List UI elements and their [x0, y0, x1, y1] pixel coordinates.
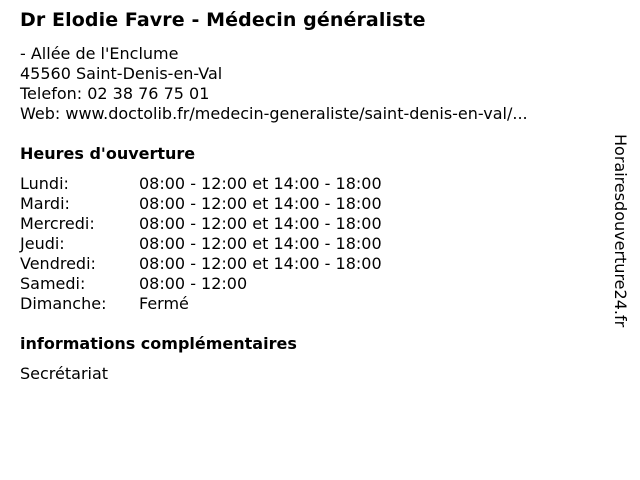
- time-value: 08:00 - 12:00 et 14:00 - 18:00: [139, 214, 382, 233]
- web-line: Web: www.doctolib.fr/medecin-generaliste/saint-denis-en-val/...: [20, 104, 528, 123]
- time-value: 08:00 - 12:00: [139, 274, 248, 293]
- time-value: 08:00 - 12:00 et 14:00 - 18:00: [139, 234, 382, 253]
- info-heading: informations complémentaires: [20, 334, 297, 353]
- day-label: Lundi:: [20, 174, 69, 193]
- street-line: - Allée de l'Enclume: [20, 44, 179, 63]
- info-text: Secrétariat: [20, 364, 109, 383]
- time-value: 08:00 - 12:00 et 14:00 - 18:00: [139, 254, 382, 273]
- address-block: [20, 44, 528, 124]
- day-label: Mardi:: [20, 194, 70, 213]
- day-label: Samedi:: [20, 274, 86, 293]
- page-title: Dr Elodie Favre - Médecin généraliste: [20, 9, 426, 31]
- phone-line: Telefon: 02 38 76 75 01: [20, 84, 210, 103]
- hours-heading: Heures d'ouverture: [20, 144, 196, 163]
- watermark: [610, 134, 630, 344]
- time-value: 08:00 - 12:00 et 14:00 - 18:00: [139, 194, 382, 213]
- time-value: 08:00 - 12:00 et 14:00 - 18:00: [139, 174, 382, 193]
- day-label: Jeudi:: [20, 234, 65, 253]
- day-label: Vendredi:: [20, 254, 96, 273]
- time-value: Fermé: [139, 294, 189, 313]
- city-line: 45560 Saint-Denis-en-Val: [20, 64, 223, 83]
- day-label: Mercredi:: [20, 214, 95, 233]
- watermark-text: Horairesdouverture24.fr: [611, 134, 630, 328]
- day-label: Dimanche:: [20, 294, 107, 313]
